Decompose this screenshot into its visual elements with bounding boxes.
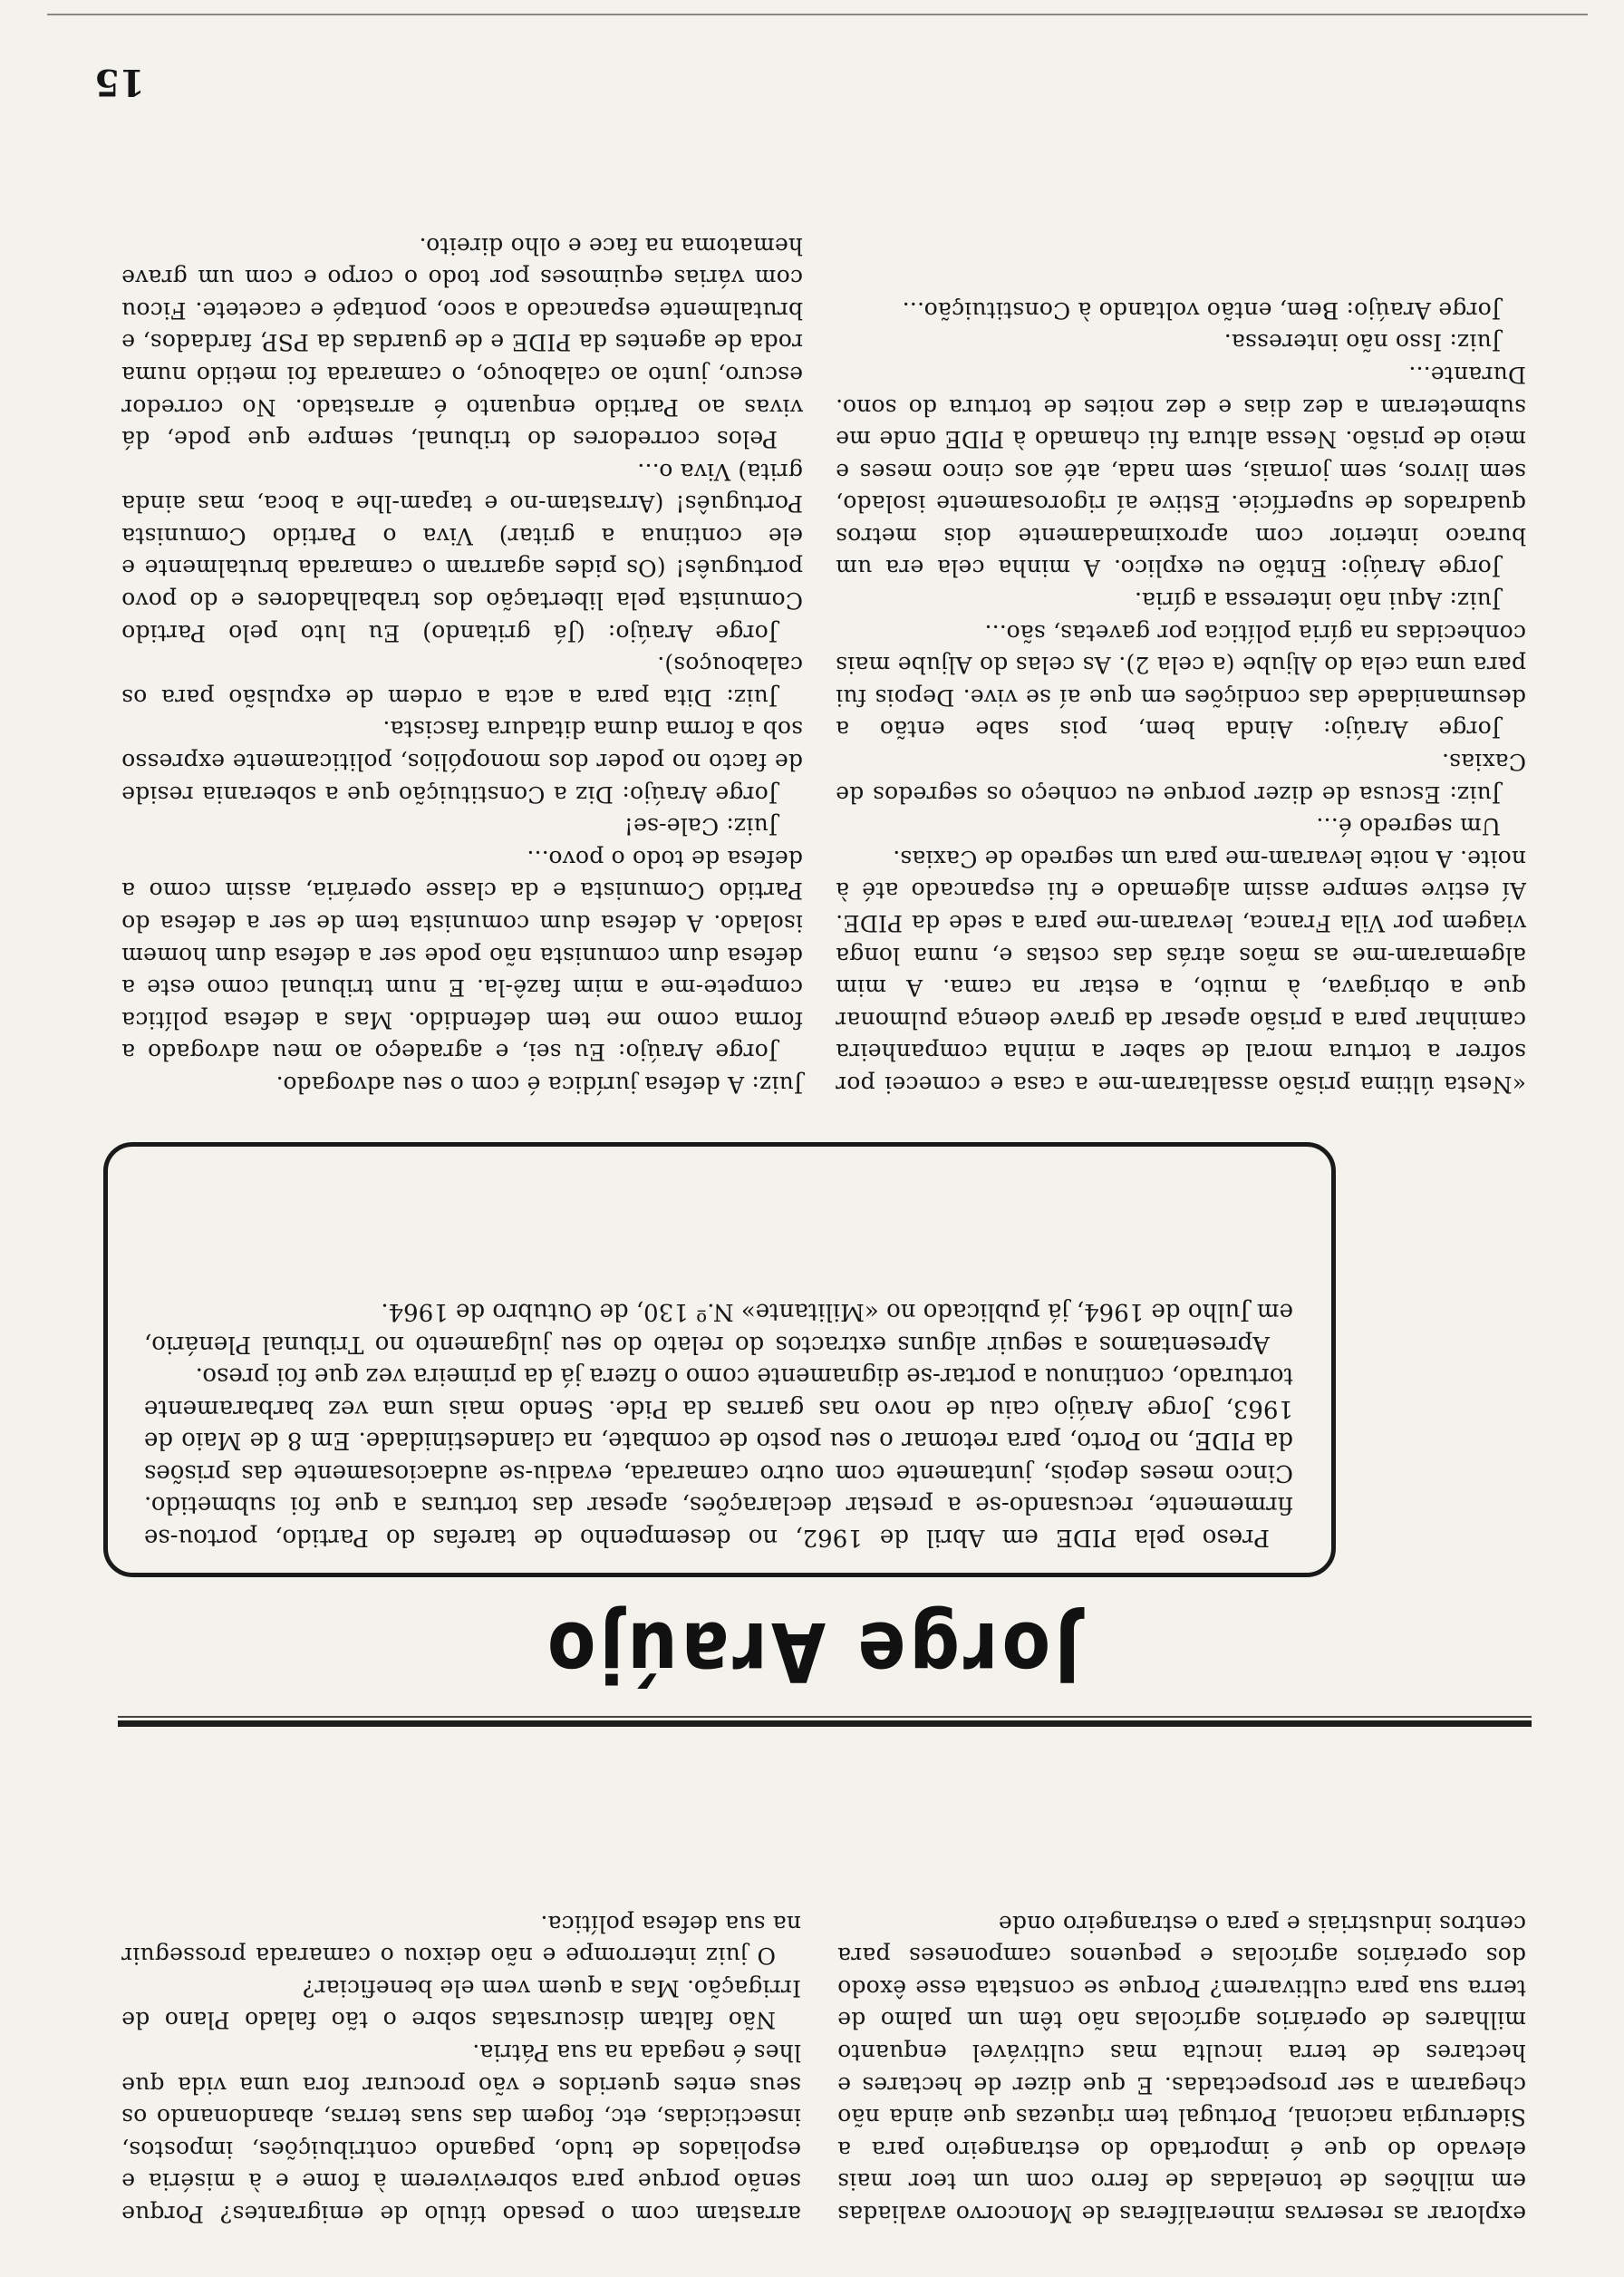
paragraph: Jorge Araújo: Bem, então voltando à Constituição... <box>902 296 1501 324</box>
section-divider-thin <box>118 1716 1532 1718</box>
article-title: Jorge Araújo <box>543 1604 1081 1698</box>
paragraph: explorar as reservas mineralíferas de Moncorvo avaliadas em milhões de toneladas de ferro com um teor mais elevado do que é importado do estrangeiro para a Siderurgia nacional, Portugal tem riquezas que ainda não chegaram a ser prospectadas. E que dizer de hectares e hectares de terra inculta mas cultivável enquanto milhares de operários agrícolas não têm um palmo de terra sua para cultivarem? Porque se constata esse êxodo dos operários agrícolas e pequenos camponeses para centros industriais e para o estrangeiro onde <box>837 1910 1526 2227</box>
paragraph: Pelos corredores do tribunal, sempre que pode, dá vivas ao Partido enquanto é arrastado. No corredor escuro, junto ao calabouço, o camarada foi metido numa roda de agentes da PIDE e de guardas da PSP, fardados, e brutalmente espancado a soco, pontapé e cacetete. Ficou com várias equimoses por todo o corpo e com um grave hematoma na face e olho direito. <box>121 232 803 453</box>
bottom-left-column <box>836 294 1526 1100</box>
top-left-column <box>837 1907 1526 2230</box>
page-number: 15 <box>94 61 145 103</box>
paragraph: Juiz: Escusa de dizer porque eu conheço os segredos de Caxias. <box>836 749 1526 808</box>
paragraph: Um segredo é... <box>1316 813 1501 840</box>
paragraph: Juiz: Dita para a acta a ordem de expulsão para os calabouços). <box>121 652 803 711</box>
intro-paragraph: Preso pela PIDE em Abril de 1962, no desempenho de tarefas do Partido, portou-se firmemente, recusando-se a prestar declarações, apesar das torturas a que foi submetido. Cinco meses depois, juntamente com outro camarada, evadiu-se audaciosamente das prisões da PIDE, no Porto, para retomar o seu posto de combate, na clandestinidade. Em 8 de Maio de 1963, Jorge Araújo caiu de novo nas garras da Pide. Sendo mais uma vez barbaramente torturado, continuou a portar-se dignamente como o fizera já da primeira vez que foi preso. <box>144 1362 1293 1551</box>
paragraph: Jorge Araújo: Diz a Constituição que a soberania reside de facto no poder dos monopólios, politicamente expresso sob a forma duma ditadura fascista. <box>121 716 803 808</box>
bottom-right-column <box>121 229 803 1100</box>
paragraph: Jorge Araújo: Eu sei, e agradeço ao meu advogado a forma como me tem defendido. Mas a defesa política compete-me a mim fazê-la. E num tribunal como este a defesa dum comunista não pode ser a defesa dum homem isolado. A defesa dum comunista tem de ser a defesa do Partido Comunista e da classe operária, assim como a defesa de todo o povo... <box>121 845 803 1066</box>
paragraph: arrastam com o pesado título de emigrantes? Porque senão porque para sobreviverem à fome e à miséria e espoliados de tudo, pagando contribuições, impostos, insecticidas, etc, fogem das suas terras, abandonando os seus entes queridos e vão procurar fora uma vida que lhes é negada na sua Pátria. <box>121 2040 801 2227</box>
paragraph: Não faltam discursatas sobre o tão falado Plano de Irrigação. Mas a quem vem ele beneficiar? <box>121 1974 801 2034</box>
paragraph: Jorge Araújo: (Já gritando) Eu luto pelo Partido Comunista pela libertação dos trabalhadores e do povo português! (Os pides agarram o camarada brutalmente e ele continua a gritar) Viva o Partido Comunista Português! (Arrastam-no e tapam-lhe a boca, mas ainda grita) Viva o... <box>121 458 803 646</box>
page-edge-line <box>47 14 1588 15</box>
paragraph: Juiz: Isso não interessa. <box>1223 329 1501 356</box>
intro-box <box>103 1142 1336 1577</box>
paragraph: Juiz: Cale-se! <box>624 813 778 840</box>
section-divider <box>118 1720 1532 1727</box>
paragraph: «Nesta última prisão assaltaram-me a casa e comecei por sofrer a tortura moral de saber a minha companheira caminhar para a prisão apesar da grave doença pulmonar que a obrigava, à muito, a estar na cama. A mim algemaram-me as mãos atrás das costas e, numa longa viagem por Vila Franca, levaram-me para a sede da PIDE. Aí estive sempre assim algemado e fui espancado até à noite. A noite levaram-me para um segredo de Caxias. <box>836 845 1526 1098</box>
paragraph: Juiz: A defesa jurídica é com o seu advogado. <box>276 1071 803 1098</box>
paragraph: Jorge Araújo: Ainda bem, pois sabe então a desumanidade das condições em que aí se vive. Depois fui para uma cela do Aljube (a cela 2). As celas do Aljube mais conhecidas na gíria política por gavetas, são... <box>836 619 1526 743</box>
paragraph: O juiz interrompe e não deixou o camarada prosseguir na sua defesa política. <box>121 1910 801 1970</box>
intro-paragraph: Apresentamos a seguir alguns extractos do relato do seu julgamento no Tribunal Plenário, em Julho de 1964, já publicado no «Militante» N.º 130, de Outubro de 1964. <box>144 1298 1293 1358</box>
top-right-column <box>121 1907 801 2230</box>
paragraph: Jorge Araújo: Então eu explico. A minha cela era um buraco interior com aproximadamente dois metros quadrados de superfície. Estive aí rigorosamente isolado, sem livros, sem jornais, sem nada, até aos cinco meses e meio de prisão. Nessa altura fui chamado à PIDE onde me submeteram a dez dias e dez noites de tortura do sono. Durante... <box>836 361 1526 582</box>
paragraph: Juiz: Aqui não interessa a gíria. <box>1134 587 1501 615</box>
